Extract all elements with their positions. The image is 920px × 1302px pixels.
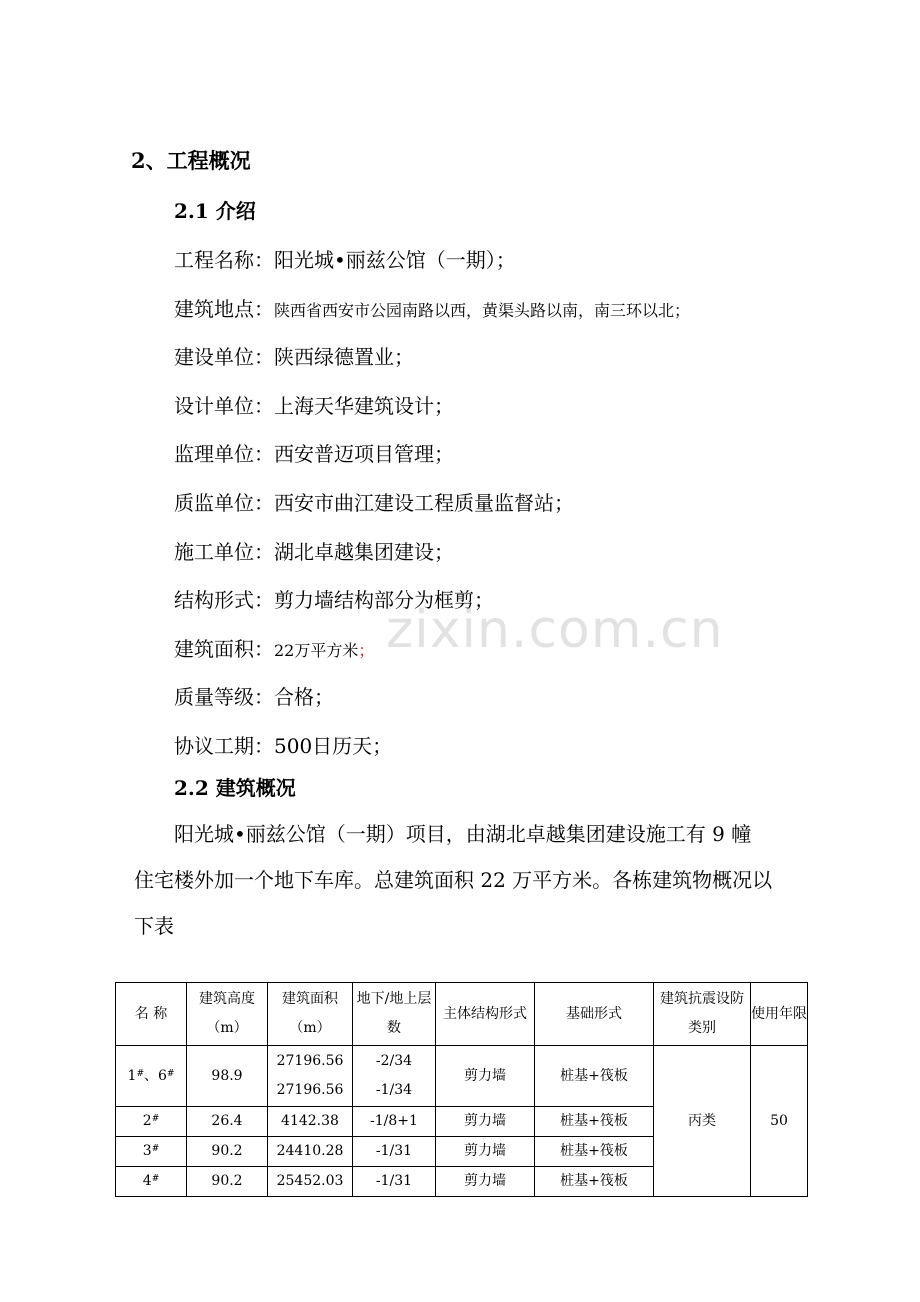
height-cell: 98.9: [187, 1046, 268, 1107]
structure-cell: 剪力墙: [436, 1107, 535, 1137]
subsection-heading-building-overview: 2.2 建筑概况: [174, 776, 296, 800]
overview-paragraph: [134, 811, 814, 949]
column-header: 建筑抗震设防类别: [654, 983, 751, 1046]
info-label: 建筑地点：: [174, 296, 274, 321]
foundation-cell: 桩基+筏板: [535, 1137, 654, 1167]
column-header: 主体结构形式: [436, 983, 535, 1046]
floors-cell: -1/8+1: [353, 1107, 436, 1137]
floors-cell: -1/31: [353, 1137, 436, 1167]
height-cell: 90.2: [187, 1167, 268, 1197]
area-cell: 27196.56 27196.56: [268, 1046, 353, 1107]
info-label: 结构形式：: [174, 588, 274, 613]
info-item-contract-period: [174, 722, 690, 771]
project-info-list: [174, 236, 690, 771]
table-row: [116, 1046, 808, 1107]
seismic-class-cell: 丙类: [654, 1046, 751, 1197]
height-cell: 90.2: [187, 1137, 268, 1167]
structure-cell: 剪力墙: [436, 1137, 535, 1167]
building-name-cell: 1#、6#: [116, 1046, 187, 1107]
info-label: 建筑面积：: [174, 636, 274, 661]
info-value: 西安市曲江建设工程质量监督站；: [274, 490, 574, 515]
info-value: 陕西绿德置业；: [274, 345, 414, 370]
info-value: 22万平方米: [274, 640, 359, 660]
floors-cell: -2/34 -1/34: [353, 1046, 436, 1107]
info-label: 建设单位：: [174, 345, 274, 370]
section-heading: 2、工程概况: [131, 148, 251, 173]
info-value: 西安普迈项目管理；: [274, 442, 454, 467]
info-value: 合格；: [274, 685, 334, 710]
paragraph-line: 阳光城•丽兹公馆（一期）项目，由湖北卓越集团建设施工有 9 幢: [174, 822, 752, 846]
info-value: 500日历天；: [274, 733, 393, 758]
info-item-quality-supervision: [174, 479, 690, 528]
red-mark: ；: [358, 640, 375, 660]
info-label: 设计单位：: [174, 393, 274, 418]
area-cell: 4142.38: [268, 1107, 353, 1137]
info-item-designer: [174, 382, 690, 431]
building-name-cell: 4#: [116, 1167, 187, 1197]
column-header: 建筑高度（m）: [187, 983, 268, 1046]
table-header-row: [116, 983, 808, 1046]
info-value: 剪力墙结构部分为框剪；: [274, 588, 494, 613]
watermark: zixin.com.cn: [386, 600, 724, 660]
building-name-cell: 3#: [116, 1137, 187, 1167]
subsection-heading-introduction: 2.1 介绍: [174, 199, 256, 223]
info-value: 陕西省西安市公园南路以西，黄渠头路以南，南三环以北；: [274, 300, 691, 320]
paragraph-line: 下表: [134, 914, 174, 938]
service-life-cell: 50: [751, 1046, 808, 1197]
info-label: 质监单位：: [174, 490, 274, 515]
info-item-contractor: [174, 528, 690, 577]
column-header: 使用年限: [751, 983, 808, 1046]
height-cell: 26.4: [187, 1107, 268, 1137]
foundation-cell: 桩基+筏板: [535, 1046, 654, 1107]
floors-cell: -1/31: [353, 1167, 436, 1197]
column-header: 建筑面积（m）: [268, 983, 353, 1046]
info-label: 施工单位：: [174, 539, 274, 564]
info-value: 上海天华建筑设计；: [274, 393, 454, 418]
foundation-cell: 桩基+筏板: [535, 1107, 654, 1137]
info-item-quality-grade: [174, 673, 690, 722]
info-item-location: [174, 285, 690, 334]
foundation-cell: 桩基+筏板: [535, 1167, 654, 1197]
paragraph-line: 住宅楼外加一个地下车库。总建筑面积 22 万平方米。各栋建筑物概况以: [134, 868, 773, 892]
info-label: 监理单位：: [174, 442, 274, 467]
structure-cell: 剪力墙: [436, 1167, 535, 1197]
building-spec-table: [115, 982, 808, 1197]
area-cell: 25452.03: [268, 1167, 353, 1197]
info-label: 协议工期：: [174, 733, 274, 758]
info-label: 工程名称：: [174, 248, 274, 272]
info-item-developer: [174, 333, 690, 382]
structure-cell: 剪力墙: [436, 1046, 535, 1107]
building-name-cell: 2#: [116, 1107, 187, 1137]
info-value: 阳光城•丽兹公馆（一期）；: [274, 248, 516, 272]
info-item-supervisor: [174, 430, 690, 479]
info-label: 质量等级：: [174, 685, 274, 710]
info-value: 湖北卓越集团建设；: [274, 539, 454, 564]
area-cell: 24410.28: [268, 1137, 353, 1167]
column-header: 地下/地上层数: [353, 983, 436, 1046]
column-header: 基础形式: [535, 983, 654, 1046]
info-item-project-name: [174, 236, 690, 285]
column-header: 名 称: [116, 983, 187, 1046]
